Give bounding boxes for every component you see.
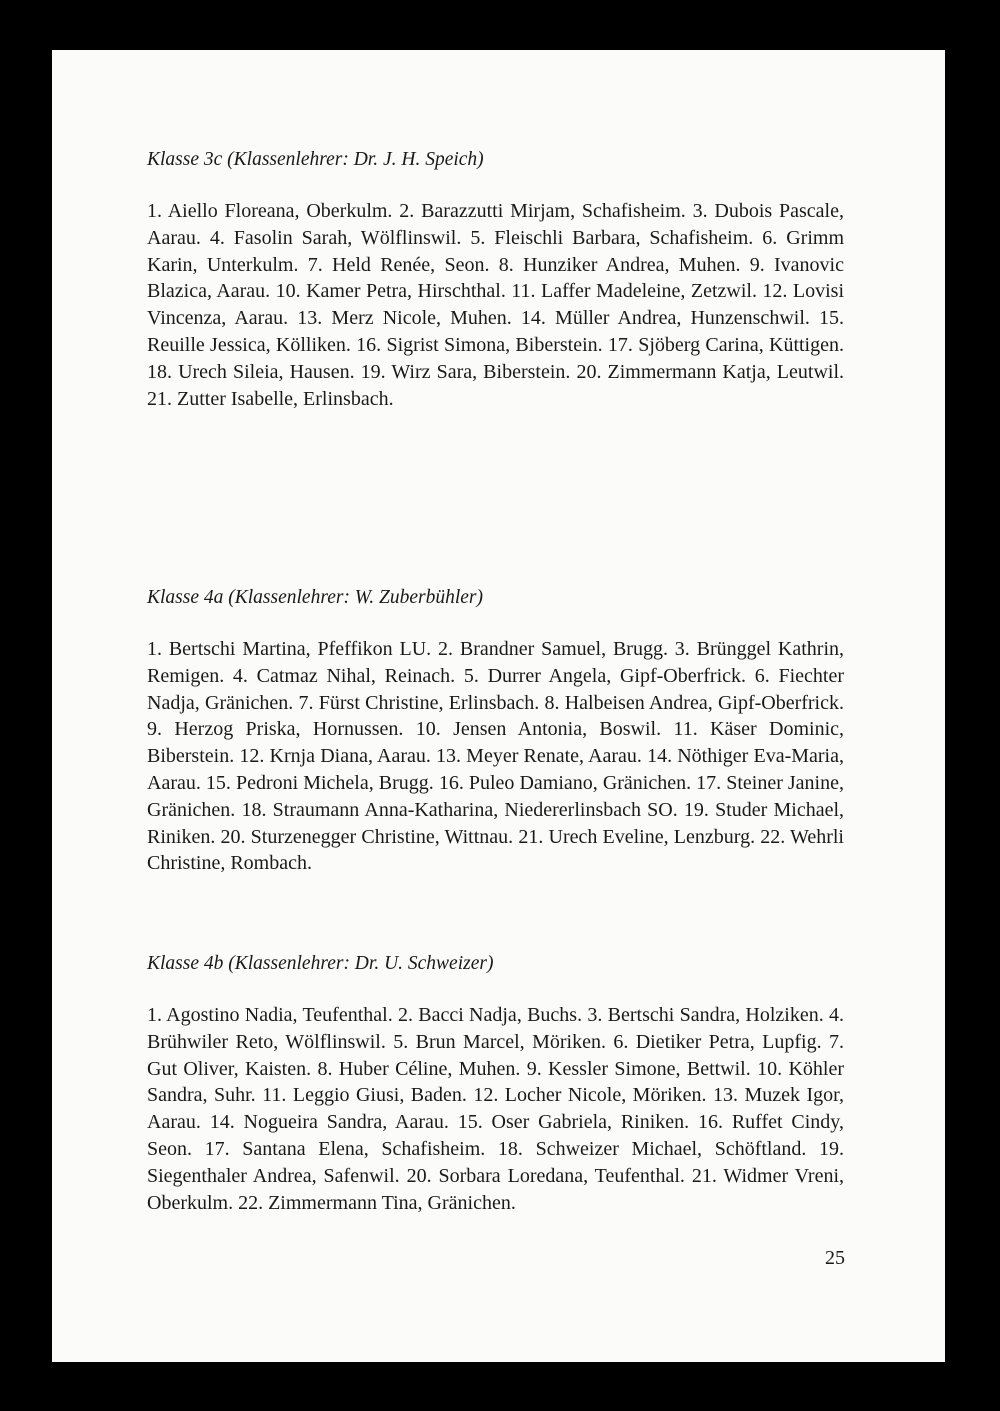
document-page: [52, 50, 945, 1362]
student-list-klasse-3c: 1. Aiello Floreana, Oberkulm. 2. Barazzutti Mirjam, Schafisheim. 3. Dubois Pascale, Aarau. 4. Fasolin Sarah, Wölflinswil. 5. Fleischli Barbara, Schafisheim. 6. Grimm Karin, Unterkulm. 7. Held Renée, Seon. 8. Hunziker Andrea, Muhen. 9. Ivanovic Blazica, Aarau. 10. Kamer Petra, Hirschthal. 11. Laffer Madeleine, Zetzwil. 12. Lovisi Vincenza, Aarau. 13. Merz Nicole, Muhen. 14. Müller Andrea, Hunzenschwil. 15. Reuille Jessica, Kölliken. 16. Sigrist Simona, Biberstein. 17. Sjöberg Carina, Küttigen. 18. Urech Sileia, Hausen. 19. Wirz Sara, Biberstein. 20. Zimmermann Katja, Leutwil. 21. Zutter Isabelle, Erlinsbach.: [147, 200, 844, 410]
page-number: 25: [825, 1247, 845, 1269]
section-heading-klasse-4a: Klasse 4a (Klassenlehrer: W. Zuberbühler): [147, 587, 484, 608]
student-list-klasse-4a: 1. Bertschi Martina, Pfeffikon LU. 2. Brandner Samuel, Brugg. 3. Brünggel Kathrin, Remigen. 4. Catmaz Nihal, Reinach. 5. Durrer Angela, Gipf-Oberfrick. 6. Fiechter Nadja, Gränichen. 7. Fürst Christine, Erlinsbach. 8. Halbeisen Andrea, Gipf-Oberfrick. 9. Herzog Priska, Hornussen. 10. Jensen Antonia, Boswil. 11. Käser Dominic, Biberstein. 12. Krnja Diana, Aarau. 13. Meyer Renate, Aarau. 14. Nöthiger Eva-Maria, Aarau. 15. Pedroni Michela, Brugg. 16. Puleo Damiano, Gränichen. 17. Steiner Janine, Gränichen. 18. Straumann Anna-Katharina, Niedererlinsbach SO. 19. Studer Michael, Riniken. 20. Sturzenegger Christine, Wittnau. 21. Urech Eveline, Lenzburg. 22. Wehrli Christine, Rombach.: [147, 638, 844, 875]
student-list-klasse-4b: 1. Agostino Nadia, Teufenthal. 2. Bacci Nadja, Buchs. 3. Bertschi Sandra, Holziken. 4. Brühwiler Reto, Wölflinswil. 5. Brun Marcel, Möriken. 6. Dietiker Petra, Lupfig. 7. Gut Oliver, Kaisten. 8. Huber Céline, Muhen. 9. Kessler Simone, Bettwil. 10. Köhler Sandra, Suhr. 11. Leggio Giusi, Baden. 12. Locher Nicole, Möriken. 13. Muzek Igor, Aarau. 14. Nogueira Sandra, Aarau. 15. Oser Gabriela, Riniken. 16. Ruffet Cindy, Seon. 17. Santana Elena, Schafisheim. 18. Schweizer Michael, Schöftland. 19. Siegenthaler Andrea, Safenwil. 20. Sorbara Loredana, Teufenthal. 21. Widmer Vreni, Oberkulm. 22. Zimmermann Tina, Gränichen.: [147, 1004, 844, 1214]
section-heading-klasse-4b: Klasse 4b (Klassenlehrer: Dr. U. Schweizer): [147, 953, 494, 974]
section-heading-klasse-3c: Klasse 3c (Klassenlehrer: Dr. J. H. Speich): [147, 149, 484, 170]
